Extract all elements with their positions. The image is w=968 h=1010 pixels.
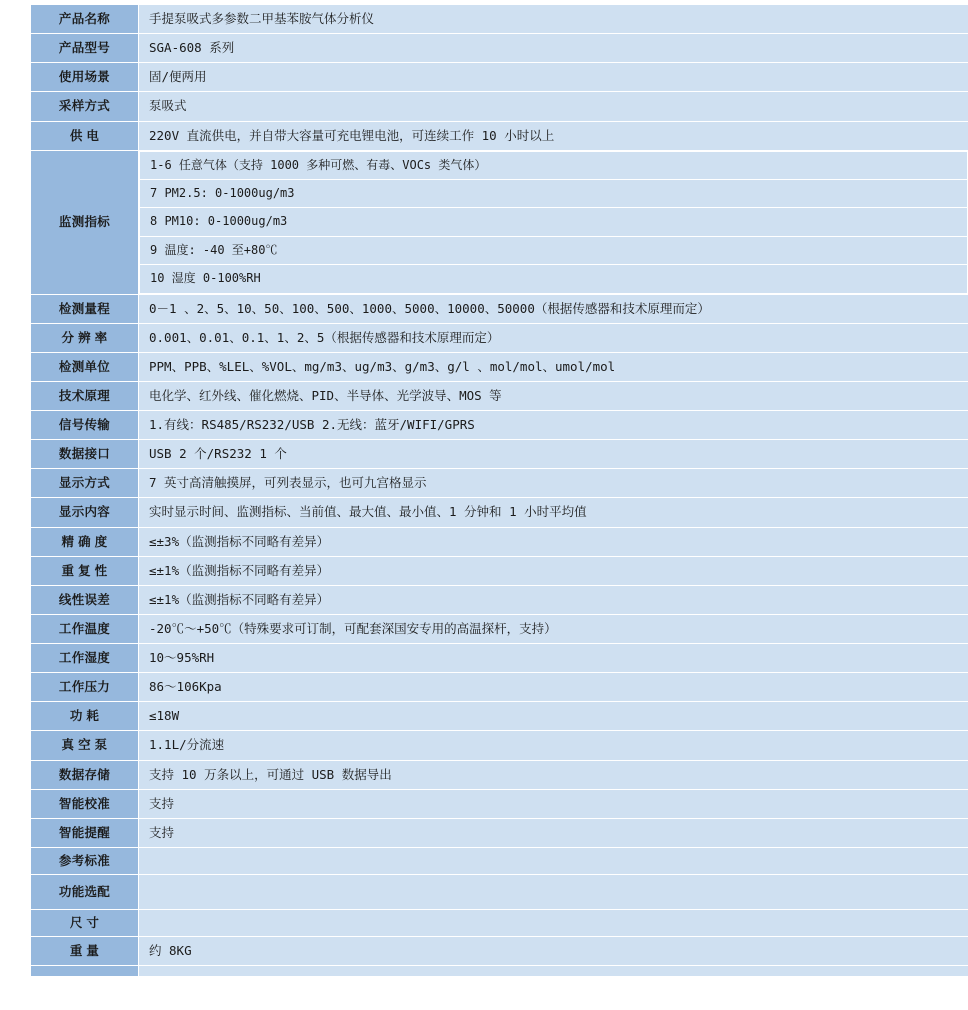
list-item — [140, 180, 968, 208]
row-value: -20℃～+50℃（特殊要求可订制，可配套深国安专用的高温探杆，支持） — [139, 614, 968, 643]
table-row — [31, 731, 968, 760]
row-value: ≤±3%（监测指标不同略有差异） — [139, 527, 968, 556]
table-row — [31, 5, 968, 34]
sub-value: 8 PM10: 0-1000ug/m3 — [140, 208, 968, 236]
sub-value: 1-6 任意气体（支持 1000 多种可燃、有毒、VOCs 类气体） — [140, 151, 968, 179]
row-label: 信号传输 — [31, 411, 139, 440]
row-label: 技术原理 — [31, 381, 139, 410]
table-row — [31, 352, 968, 381]
row-value: 约 8KG — [139, 937, 968, 966]
row-value — [139, 966, 968, 977]
row-value: 支持 — [139, 818, 968, 847]
sub-value: 9 温度: -40 至+80℃ — [140, 236, 968, 264]
row-label: 数据存储 — [31, 760, 139, 789]
row-label: 数据接口 — [31, 440, 139, 469]
row-label: 检测量程 — [31, 294, 139, 323]
row-value: 0－1 、2、5、10、50、100、500、1000、5000、10000、50000（根据传感器和技术原理而定） — [139, 294, 968, 323]
row-label: 智能提醒 — [31, 818, 139, 847]
row-label: 工作温度 — [31, 614, 139, 643]
table-row — [31, 585, 968, 614]
table-row — [31, 469, 968, 498]
table-row — [31, 937, 968, 966]
table-row — [31, 847, 968, 874]
row-label: 分 辨 率 — [31, 323, 139, 352]
row-label: 工作湿度 — [31, 644, 139, 673]
row-value: 1.1L/分流速 — [139, 731, 968, 760]
row-value — [139, 875, 968, 910]
table-row — [31, 63, 968, 92]
row-value: ≤±1%（监测指标不同略有差异） — [139, 556, 968, 585]
row-label: 功 耗 — [31, 702, 139, 731]
table-row — [31, 323, 968, 352]
row-label: 线性误差 — [31, 585, 139, 614]
row-label: 参考标准 — [31, 847, 139, 874]
sub-value: 7 PM2.5: 0-1000ug/m3 — [140, 180, 968, 208]
row-value — [139, 910, 968, 937]
row-label: 功能选配 — [31, 875, 139, 910]
row-label: 采样方式 — [31, 92, 139, 121]
table-row — [31, 644, 968, 673]
row-value: 86～106Kpa — [139, 673, 968, 702]
row-label: 产品型号 — [31, 34, 139, 63]
row-label: 重 量 — [31, 937, 139, 966]
table-row — [31, 527, 968, 556]
table-row — [31, 440, 968, 469]
row-value: 220V 直流供电，并自带大容量可充电锂电池，可连续工作 10 小时以上 — [139, 121, 968, 150]
table-row-reference-standards — [31, 875, 968, 910]
row-label: 尺 寸 — [31, 910, 139, 937]
row-value: SGA-608 系列 — [139, 34, 968, 63]
table-row — [31, 673, 968, 702]
table-row-optional-functions — [31, 910, 968, 937]
table-row — [31, 92, 968, 121]
row-label — [31, 966, 139, 977]
row-value: ≤18W — [139, 702, 968, 731]
row-label: 工作压力 — [31, 673, 139, 702]
table-row — [31, 702, 968, 731]
list-item — [159, 923, 952, 925]
row-label: 产品名称 — [31, 5, 139, 34]
table-row — [31, 34, 968, 63]
table-row — [31, 381, 968, 410]
table-row-monitoring-index — [31, 150, 968, 294]
sub-value: 10 湿度 0-100%RH — [140, 265, 968, 293]
row-value: 实时显示时间、监测指标、当前值、最大值、最小值、1 分钟和 1 小时平均值 — [139, 498, 968, 527]
row-value: 手提泵吸式多参数二甲基苯胺气体分析仪 — [139, 5, 968, 34]
table-row — [31, 966, 968, 977]
row-value: 7 英寸高清触摸屏，可列表显示，也可九宫格显示 — [139, 469, 968, 498]
list-item — [140, 208, 968, 236]
table-row — [31, 818, 968, 847]
list-item — [140, 236, 968, 264]
list-item — [140, 151, 968, 179]
row-value: 0.001、0.01、0.1、1、2、5（根据传感器和技术原理而定） — [139, 323, 968, 352]
row-value: PPM、PPB、%LEL、%VOL、mg/m3、ug/m3、g/m3、g/l 、mol/mol、umol/mol — [139, 352, 968, 381]
table-row — [31, 760, 968, 789]
row-label: 精 确 度 — [31, 527, 139, 556]
row-value — [139, 150, 968, 294]
row-value — [139, 847, 968, 874]
row-value: 10～95%RH — [139, 644, 968, 673]
table-row — [31, 498, 968, 527]
list-item — [140, 265, 968, 293]
table-row — [31, 121, 968, 150]
product-spec-table — [30, 4, 968, 977]
row-label: 智能校准 — [31, 789, 139, 818]
reference-standards-list — [149, 880, 960, 904]
row-value: 电化学、红外线、催化燃烧、PID、半导体、光学波导、MOS 等 — [139, 381, 968, 410]
row-value: 泵吸式 — [139, 92, 968, 121]
row-label: 真 空 泵 — [31, 731, 139, 760]
row-label: 显示内容 — [31, 498, 139, 527]
row-label: 显示方式 — [31, 469, 139, 498]
row-label: 供 电 — [31, 121, 139, 150]
row-label: 使用场景 — [31, 63, 139, 92]
table-row — [31, 789, 968, 818]
row-value: ≤±1%（监测指标不同略有差异） — [139, 585, 968, 614]
table-row — [31, 556, 968, 585]
monitoring-index-sublist — [139, 151, 968, 294]
row-label: 监测指标 — [31, 150, 139, 294]
row-label: 检测单位 — [31, 352, 139, 381]
row-label: 重 复 性 — [31, 556, 139, 585]
optional-functions-list — [149, 915, 960, 931]
row-value: 固/便两用 — [139, 63, 968, 92]
table-row — [31, 411, 968, 440]
row-value: 支持 10 万条以上，可通过 USB 数据导出 — [139, 760, 968, 789]
table-row — [31, 294, 968, 323]
table-row — [31, 614, 968, 643]
row-value: USB 2 个/RS232 1 个 — [139, 440, 968, 469]
row-value: 1.有线：RS485/RS232/USB 2.无线：蓝牙/WIFI/GPRS — [139, 411, 968, 440]
row-value: 支持 — [139, 789, 968, 818]
list-item — [159, 896, 952, 898]
